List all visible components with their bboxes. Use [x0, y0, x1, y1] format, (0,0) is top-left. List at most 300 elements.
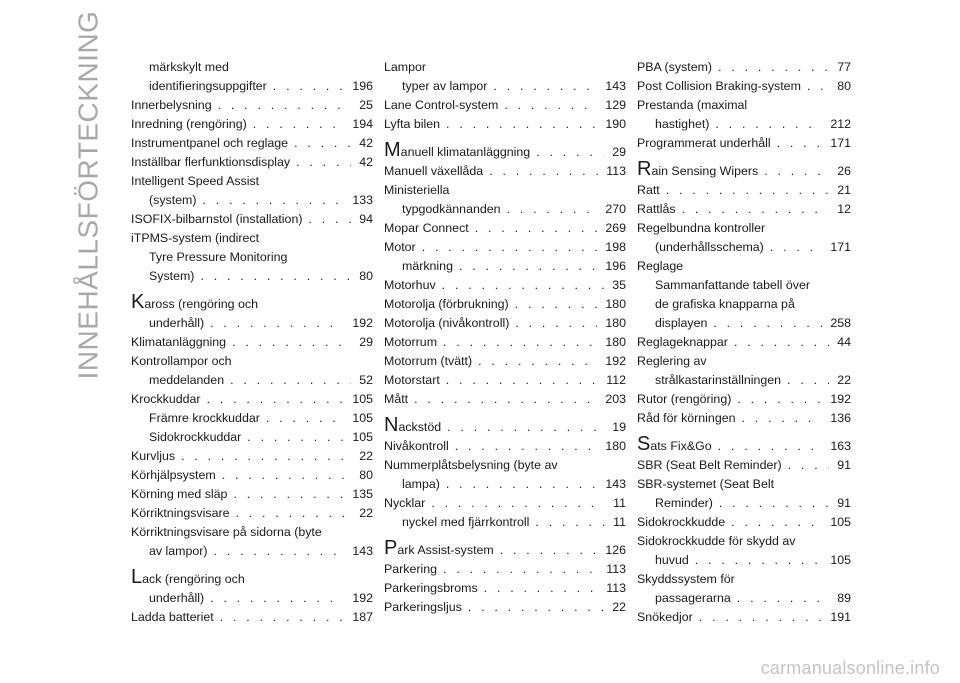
dot-leader — [273, 77, 345, 96]
entry-text — [149, 589, 204, 608]
entry-label: Innerbelysning — [131, 98, 212, 112]
letter-initial: P — [384, 537, 398, 559]
page-number: 135 — [352, 487, 373, 501]
page-number: 105 — [830, 515, 851, 529]
dot-leader — [459, 257, 597, 276]
letter-initial: K — [131, 291, 145, 313]
entry-label: Reglering av — [637, 354, 707, 368]
page-number: 12 — [837, 202, 851, 216]
entry-text — [384, 314, 509, 333]
index-entry — [131, 523, 373, 561]
page-number: 136 — [830, 411, 851, 425]
page-number: 163 — [830, 439, 851, 453]
dot-leader — [235, 504, 351, 523]
entry-label: Kontrollampor och — [131, 354, 232, 368]
index-entry — [131, 485, 373, 504]
entry-label: System) — [149, 269, 195, 283]
index-subentry — [384, 513, 626, 532]
entry-text — [384, 139, 531, 162]
index-entry-line — [131, 134, 373, 153]
index-subentry — [131, 267, 373, 286]
entry-text — [637, 390, 731, 409]
letter-initial: S — [637, 433, 651, 455]
index-entry — [637, 352, 851, 390]
dot-leader — [475, 219, 598, 238]
dot-leader — [266, 409, 344, 428]
index-entry — [637, 409, 851, 428]
index-entry-line — [131, 447, 373, 466]
entry-label: märkning — [402, 259, 453, 273]
page-number: 21 — [837, 183, 851, 197]
index-subentry — [637, 276, 851, 295]
index-entry-line — [384, 295, 626, 314]
entry-text — [637, 219, 765, 238]
index-entry — [637, 158, 851, 181]
index-entry-line — [637, 513, 851, 532]
entry-text — [131, 523, 322, 542]
index-entry-line — [131, 504, 373, 523]
entry-text — [149, 409, 260, 428]
index-entry — [637, 134, 851, 153]
entry-label: Motorstart — [384, 373, 440, 387]
page-number: 91 — [837, 496, 851, 510]
page-number: 94 — [359, 212, 373, 226]
dot-leader — [230, 371, 351, 390]
dot-leader — [777, 134, 823, 153]
dot-leader — [719, 494, 829, 513]
page-number: 187 — [352, 610, 373, 624]
index-entry — [384, 181, 626, 219]
index-entry — [131, 504, 373, 523]
index-entry — [384, 537, 626, 560]
entry-label: SBR (Seat Belt Reminder) — [637, 458, 782, 472]
index-entry-line — [384, 537, 626, 560]
entry-label: Körriktningsvisare — [131, 506, 230, 520]
index-entry-line — [131, 153, 373, 172]
index-entry — [637, 608, 851, 627]
index-entry-line — [637, 333, 851, 352]
watermark: carmanualsonline.info — [760, 658, 940, 678]
index-entry-line — [637, 532, 851, 551]
dot-leader — [446, 475, 597, 494]
dot-leader — [455, 437, 598, 456]
entry-label: Motorolja (nivåkontroll) — [384, 316, 510, 330]
index-entry — [384, 314, 626, 333]
index-entry-line — [131, 485, 373, 504]
index-entry-line — [384, 390, 626, 409]
dot-leader — [787, 371, 829, 390]
index-entry-line — [637, 433, 851, 456]
dot-leader — [536, 143, 604, 162]
index-entry-line — [637, 352, 851, 371]
index-subentry — [131, 589, 373, 608]
page-number: 180 — [605, 439, 626, 453]
entry-text — [384, 352, 472, 371]
index-entry-line — [637, 608, 851, 627]
page-number: 171 — [830, 136, 851, 150]
index-entry-line — [384, 333, 626, 352]
dot-leader — [715, 115, 822, 134]
entry-text — [384, 115, 440, 134]
dot-leader — [807, 77, 829, 96]
entry-label: Inredning (rengöring) — [131, 117, 247, 131]
entry-label: Nivåkontroll — [384, 439, 449, 453]
entry-label: Sidokrockkudde för skydd av — [637, 534, 796, 548]
index-subentry — [131, 191, 373, 210]
entry-text — [131, 291, 258, 314]
entry-text — [384, 579, 478, 598]
index-entry — [131, 291, 373, 333]
entry-label: huvud — [655, 553, 689, 567]
entry-label: Rattlås — [637, 202, 676, 216]
page-number: 80 — [837, 79, 851, 93]
page-number: 270 — [605, 202, 626, 216]
entry-text — [131, 134, 288, 153]
dot-leader — [764, 162, 829, 181]
index-entry-line — [637, 570, 851, 589]
entry-label: Motorolja (förbrukning) — [384, 297, 509, 311]
entry-label: ackstöd — [398, 420, 442, 434]
index-entry-line — [637, 134, 851, 153]
dot-leader — [200, 267, 351, 286]
page-number: 22 — [612, 600, 626, 614]
entry-text — [637, 181, 660, 200]
entry-label: anuell klimatanläggning — [400, 145, 531, 159]
index-entry-line — [384, 352, 626, 371]
page-number: 126 — [605, 543, 626, 557]
entry-label: Mopar Connect — [384, 221, 469, 235]
index-entry-line — [384, 371, 626, 390]
index-entry — [131, 96, 373, 115]
index-entry-line — [384, 115, 626, 134]
entry-text — [384, 276, 436, 295]
index-entry — [384, 58, 626, 96]
page-number: 42 — [359, 155, 373, 169]
index-entry — [637, 390, 851, 409]
entry-label: Lane Control-system — [384, 98, 499, 112]
page-number: 105 — [352, 392, 373, 406]
page-number: 25 — [359, 98, 373, 112]
index-entry-line — [637, 257, 851, 276]
page-number: 80 — [359, 468, 373, 482]
entry-label: Snökedjor — [637, 610, 693, 624]
entry-label: Klimatanläggning — [131, 335, 227, 349]
page-number: 19 — [612, 420, 626, 434]
entry-label: Reminder) — [655, 496, 713, 510]
dot-leader — [713, 314, 822, 333]
index-entry-line — [637, 96, 851, 115]
index-entry-line — [384, 560, 626, 579]
entry-text — [384, 96, 498, 115]
index-entry — [131, 466, 373, 485]
index-entry — [384, 560, 626, 579]
dot-leader — [504, 96, 597, 115]
entry-text — [384, 560, 437, 579]
dot-leader — [232, 333, 351, 352]
page-number: 52 — [359, 373, 373, 387]
index-entry-line — [131, 608, 373, 627]
index-entry — [384, 96, 626, 115]
index-entry — [637, 257, 851, 333]
index-subentry — [384, 475, 626, 494]
entry-text — [637, 200, 676, 219]
entry-label: av lampor) — [149, 544, 208, 558]
entry-text — [149, 371, 224, 390]
index-subentry — [131, 428, 373, 447]
entry-text — [149, 267, 194, 286]
entry-text — [384, 181, 449, 200]
entry-label: Intelligent Speed Assist — [131, 174, 260, 188]
entry-text — [637, 608, 693, 627]
index-entry-line — [131, 390, 373, 409]
entry-text — [384, 371, 440, 390]
entry-text — [131, 333, 226, 352]
entry-label: Parkering — [384, 562, 438, 576]
dot-leader — [666, 181, 829, 200]
dot-leader — [718, 437, 823, 456]
dot-leader — [718, 58, 829, 77]
dot-leader — [222, 466, 352, 485]
index-entry — [384, 139, 626, 162]
entry-label: Motorrum — [384, 335, 438, 349]
index-entry-line — [384, 579, 626, 598]
entry-text — [402, 200, 501, 219]
index-subentry — [131, 58, 373, 77]
entry-label: (underhållsschema) — [655, 240, 764, 254]
entry-text — [637, 475, 774, 494]
index-entry — [131, 229, 373, 286]
entry-label: ark Assist-system — [397, 543, 494, 557]
index-entry — [637, 333, 851, 352]
page-number: 105 — [352, 411, 373, 425]
entry-text — [149, 428, 241, 447]
page-number: 196 — [352, 79, 373, 93]
index-subentry — [131, 371, 373, 390]
index-entry-line — [384, 58, 626, 77]
entry-label: Motor — [384, 240, 416, 254]
index-entry — [637, 181, 851, 200]
entry-label: PBA (system) — [637, 60, 713, 74]
entry-label: Rutor (rengöring) — [637, 392, 732, 406]
index-subentry — [384, 77, 626, 96]
dot-leader — [294, 134, 351, 153]
entry-label: Motorhuv — [384, 278, 436, 292]
index-entry-line — [384, 437, 626, 456]
entry-text — [402, 475, 440, 494]
entry-text — [637, 513, 725, 532]
page-number: 105 — [352, 430, 373, 444]
entry-text — [384, 598, 462, 617]
entry-text — [149, 191, 197, 210]
entry-label: strålkastarinställningen — [655, 373, 782, 387]
index-entry-line — [637, 158, 851, 181]
entry-text — [384, 58, 426, 77]
index-entry — [384, 437, 626, 456]
entry-text — [149, 77, 267, 96]
entry-text — [655, 314, 707, 333]
index-subentry — [637, 314, 851, 333]
page-number: 190 — [605, 117, 626, 131]
page-number: 129 — [605, 98, 626, 112]
index-entry — [637, 77, 851, 96]
dot-leader — [207, 390, 345, 409]
index-subentry — [131, 77, 373, 96]
entry-label: typgodkännanden — [402, 202, 501, 216]
page-number: 143 — [605, 79, 626, 93]
letter-initial: N — [384, 414, 399, 436]
index-entry-line — [131, 523, 373, 542]
index-entry — [384, 579, 626, 598]
entry-text — [131, 172, 259, 191]
index-entry — [384, 219, 626, 238]
entry-text — [131, 115, 247, 134]
index-entry-line — [384, 598, 626, 617]
page-number: 112 — [606, 373, 626, 387]
page-number: 143 — [605, 477, 626, 491]
entry-label: de grafiska knapparna på — [655, 297, 795, 311]
page-number: 91 — [837, 458, 851, 472]
index-entry-line — [384, 238, 626, 257]
entry-label: märkskylt med — [149, 60, 229, 74]
entry-text — [384, 494, 425, 513]
entry-label: displayen — [655, 316, 708, 330]
entry-label: aross (rengöring och — [144, 297, 258, 311]
dot-leader — [500, 541, 598, 560]
entry-label: Instrumentpanel och reglage — [131, 136, 289, 150]
index-entry-line — [384, 219, 626, 238]
entry-label: Reglage — [637, 259, 684, 273]
index-subentry — [637, 589, 851, 608]
dot-leader — [489, 162, 598, 181]
index-column-1 — [131, 58, 373, 627]
dot-leader — [535, 513, 605, 532]
dot-leader — [181, 447, 351, 466]
index-entry — [637, 200, 851, 219]
index-entry — [131, 134, 373, 153]
index-entry — [384, 414, 626, 437]
index-column-2 — [384, 58, 626, 617]
index-entry — [384, 162, 626, 181]
index-entry — [384, 276, 626, 295]
index-entry — [131, 210, 373, 229]
index-entry-line — [131, 229, 373, 248]
page-number: 194 — [352, 117, 373, 131]
index-entry — [131, 153, 373, 172]
index-entry — [637, 513, 851, 532]
dot-leader — [247, 428, 344, 447]
index-entry — [637, 58, 851, 77]
entry-text — [655, 238, 764, 257]
index-entry — [637, 475, 851, 513]
index-entry-line — [637, 58, 851, 77]
index-entry — [384, 238, 626, 276]
index-entry — [384, 115, 626, 134]
entry-text — [637, 433, 712, 456]
index-entry — [384, 333, 626, 352]
page-number: 11 — [613, 515, 626, 529]
index-column-3 — [637, 58, 851, 627]
entry-text — [637, 409, 736, 428]
index-entry-line — [131, 115, 373, 134]
index-entry-line — [384, 139, 626, 162]
entry-text — [131, 96, 212, 115]
page-number: 44 — [837, 335, 851, 349]
dot-leader — [414, 390, 597, 409]
dot-leader — [218, 96, 352, 115]
dot-leader — [214, 542, 345, 561]
dot-leader — [770, 238, 823, 257]
page-number: 113 — [606, 562, 626, 576]
entry-label: Mått — [384, 392, 409, 406]
dot-leader — [742, 409, 823, 428]
entry-label: meddelanden — [149, 373, 225, 387]
entry-text — [149, 248, 287, 267]
dot-leader — [442, 276, 605, 295]
entry-label: Körriktningsvisare på sidorna (byte — [131, 525, 322, 539]
dot-leader — [478, 352, 597, 371]
dot-leader — [695, 551, 823, 570]
entry-text — [655, 494, 713, 513]
entry-label: Prestanda (maximal — [637, 98, 748, 112]
entry-label: Parkeringsbroms — [384, 581, 478, 595]
entry-text — [637, 58, 712, 77]
index-entry-line — [637, 219, 851, 238]
index-subentry — [384, 200, 626, 219]
dot-leader — [203, 191, 345, 210]
dot-leader — [737, 589, 829, 608]
entry-text — [384, 390, 408, 409]
index-entry — [637, 456, 851, 475]
letter-initial: L — [131, 566, 143, 588]
index-entry — [384, 352, 626, 371]
index-subentry — [384, 257, 626, 276]
index-entry-line — [384, 456, 626, 475]
dot-leader — [788, 456, 830, 475]
entry-label: iTPMS-system (indirect — [131, 231, 260, 245]
dot-leader — [443, 560, 598, 579]
page-number: 22 — [359, 506, 373, 520]
index-entry-line — [637, 409, 851, 428]
index-subentry — [637, 115, 851, 134]
index-entry-line — [131, 466, 373, 485]
entry-text — [384, 537, 494, 560]
dot-leader — [296, 153, 351, 172]
index-entry — [384, 371, 626, 390]
entry-text — [637, 134, 771, 153]
entry-text — [637, 158, 759, 181]
index-subentry — [131, 409, 373, 428]
dot-leader — [493, 77, 597, 96]
index-entry — [384, 456, 626, 494]
dot-leader — [515, 314, 597, 333]
page-number: 191 — [830, 610, 851, 624]
entry-label: Ministeriella — [384, 183, 450, 197]
entry-label: Körning med släp — [131, 487, 228, 501]
entry-text — [149, 314, 204, 333]
dot-leader — [507, 200, 598, 219]
entry-text — [384, 333, 437, 352]
letter-initial: M — [384, 139, 401, 161]
entry-label: Nycklar — [384, 496, 426, 510]
entry-label: Krockkuddar — [131, 392, 201, 406]
index-entry-line — [384, 96, 626, 115]
index-subentry — [637, 295, 851, 314]
dot-leader — [734, 333, 829, 352]
entry-text — [131, 390, 201, 409]
entry-text — [131, 153, 290, 172]
index-subentry — [131, 542, 373, 561]
entry-text — [131, 504, 229, 523]
